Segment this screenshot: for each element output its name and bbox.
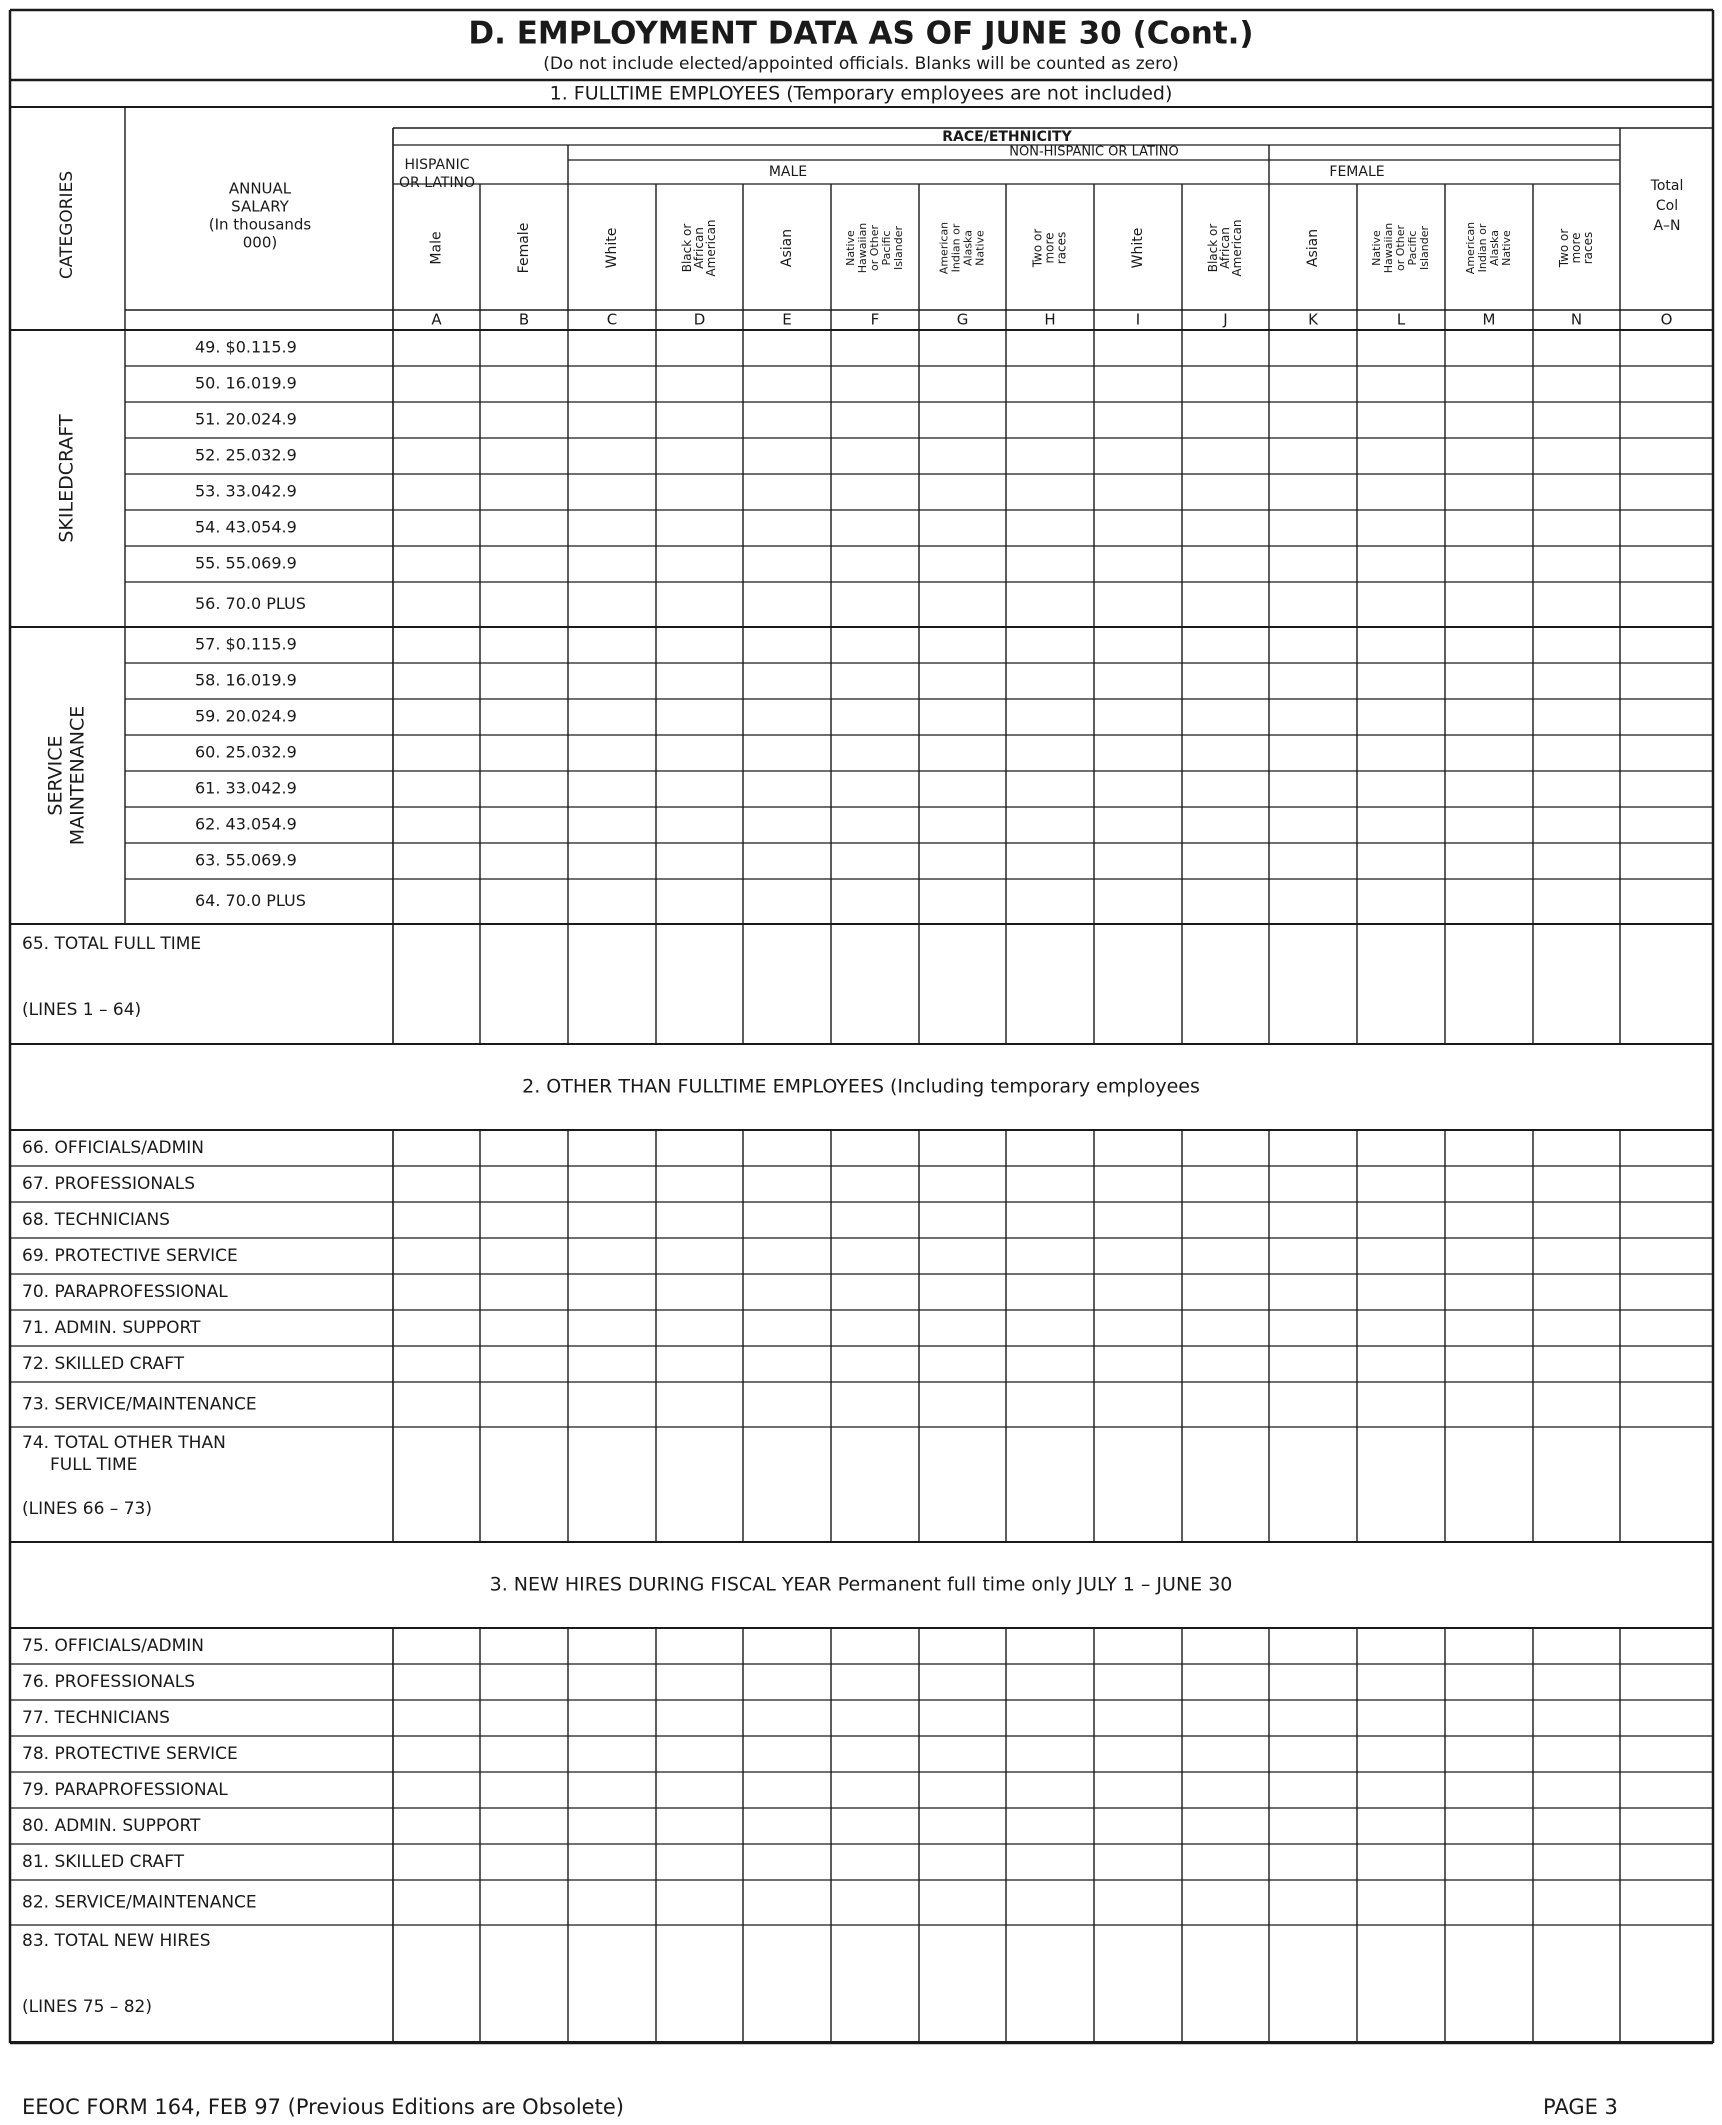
column-letter-g: G <box>956 310 969 329</box>
column-label-c: White <box>604 227 620 269</box>
section-total-label: FULL TIME <box>50 1455 138 1475</box>
total-column-header: A–N <box>1653 218 1681 234</box>
column-label-g: Alaska <box>961 230 975 266</box>
section-row-label: 67. PROFESSIONALS <box>22 1174 195 1194</box>
column-label-f: Hawaiian <box>856 222 869 274</box>
section-row-label: 79. PARAPROFESSIONAL <box>22 1780 228 1800</box>
section-row-label: 68. TECHNICIANS <box>22 1210 170 1230</box>
section-total-label: 83. TOTAL NEW HIRES <box>22 1931 211 1951</box>
column-label-j: Black or <box>1206 223 1220 273</box>
section1-title: 1. FULLTIME EMPLOYEES (Temporary employees are not included) <box>549 82 1173 105</box>
salary-row-label: 53. 33.042.9 <box>195 481 297 501</box>
column-label-b: Female <box>516 222 532 274</box>
column-letter-d: D <box>693 310 706 329</box>
salary-row-label: 54. 43.054.9 <box>195 517 297 537</box>
column-label-f: Native <box>844 230 857 266</box>
column-label-d: African <box>692 227 706 269</box>
column-label-l: Native <box>1370 230 1383 266</box>
column-letter-a: A <box>431 310 442 329</box>
form-subtitle: (Do not include elected/appointed officials. Blanks will be counted as zero) <box>543 54 1179 74</box>
non-hispanic-header: NON-HISPANIC OR LATINO <box>1009 144 1179 160</box>
section-row-label: 80. ADMIN. SUPPORT <box>22 1816 201 1836</box>
section-row-label: 73. SERVICE/MAINTENANCE <box>22 1394 257 1415</box>
categories-header: CATEGORIES <box>57 170 77 280</box>
section-total-label: (LINES 66 – 73) <box>22 1499 152 1519</box>
section-total-label: 74. TOTAL OTHER THAN <box>22 1433 226 1453</box>
column-letter-b: B <box>518 310 530 329</box>
column-label-f: Pacific <box>880 230 893 266</box>
column-label-m: Indian or <box>1476 223 1489 273</box>
column-label-g: American <box>937 221 951 275</box>
column-letter-l: L <box>1396 310 1406 329</box>
salary-row-label: 58. 16.019.9 <box>195 670 297 690</box>
column-label-m: American <box>1464 221 1477 275</box>
section-total-label: (LINES 75 – 82) <box>22 1997 152 2017</box>
section-row-label: 77. TECHNICIANS <box>22 1708 170 1728</box>
hispanic-header: HISPANIC <box>404 157 470 173</box>
column-label-l: Pacific <box>1406 230 1419 266</box>
column-label-i: White <box>1130 227 1146 269</box>
section-row-label: 81. SKILLED CRAFT <box>22 1852 185 1872</box>
form-title: D. EMPLOYMENT DATA AS OF JUNE 30 (Cont.) <box>468 15 1254 52</box>
section-row-label: 76. PROFESSIONALS <box>22 1672 195 1692</box>
column-label-j: African <box>1218 227 1232 269</box>
column-label-k: Asian <box>1305 228 1321 268</box>
form-id-footer: EEOC FORM 164, FEB 97 (Previous Editions are Obsolete) <box>22 2095 624 2119</box>
section-title: 3. NEW HIRES DURING FISCAL YEAR Permanent full time only JULY 1 – JUNE 30 <box>489 1573 1233 1596</box>
salary-row-label: 50. 16.019.9 <box>195 373 297 393</box>
column-letter-n: N <box>1570 310 1583 329</box>
column-label-l: Islander <box>1418 225 1431 271</box>
hispanic-header: OR LATINO <box>399 175 475 191</box>
section-row-label: 69. PROTECTIVE SERVICE <box>22 1246 238 1266</box>
race-ethnicity-header: RACE/ETHNICITY <box>942 129 1072 145</box>
column-label-g: Native <box>973 230 987 266</box>
column-letter-i: I <box>1135 310 1141 329</box>
column-label-h: Two or <box>1030 228 1045 268</box>
column-label-l: or Other <box>1394 225 1407 271</box>
column-label-f: or Other <box>868 225 881 271</box>
column-letter-o: O <box>1660 310 1673 329</box>
column-letter-c: C <box>606 310 618 329</box>
column-label-l: Hawaiian <box>1382 222 1395 274</box>
column-label-e: Asian <box>779 228 795 268</box>
salary-row-label: 57. $0.115.9 <box>195 634 297 654</box>
section-row-label: 78. PROTECTIVE SERVICE <box>22 1744 238 1764</box>
salary-row-label: 60. 25.032.9 <box>195 742 297 762</box>
salary-row-label: 49. $0.115.9 <box>195 337 297 357</box>
salary-row-label: 59. 20.024.9 <box>195 706 297 726</box>
section-row-label: 70. PARAPROFESSIONAL <box>22 1282 228 1302</box>
salary-row-label: 52. 25.032.9 <box>195 445 297 465</box>
total-column-header: Col <box>1655 198 1679 214</box>
column-label-j: American <box>1230 219 1244 277</box>
annual-salary-header: (In thousands <box>208 215 312 234</box>
category-label: MAINTENANCE <box>66 705 89 846</box>
column-label-d: Black or <box>680 223 694 273</box>
column-label-h: races <box>1054 231 1069 265</box>
column-label-a: Male <box>428 231 445 265</box>
male-group-header: MALE <box>768 164 808 180</box>
column-label-n: Two or <box>1557 228 1571 268</box>
column-letter-h: H <box>1044 310 1056 329</box>
section-row-label: 72. SKILLED CRAFT <box>22 1354 185 1374</box>
column-letter-f: F <box>870 310 880 329</box>
total-column-header: Total <box>1650 178 1684 194</box>
salary-row-label: 56. 70.0 PLUS <box>195 594 306 613</box>
column-letter-e: E <box>782 310 792 329</box>
annual-salary-header: ANNUAL <box>228 179 292 198</box>
salary-row-label: 63. 55.069.9 <box>195 850 297 870</box>
salary-row-label: 55. 55.069.9 <box>195 553 297 573</box>
column-label-n: more <box>1569 232 1583 264</box>
section-row-label: 82. SERVICE/MAINTENANCE <box>22 1892 257 1913</box>
section-row-label: 71. ADMIN. SUPPORT <box>22 1318 201 1338</box>
annual-salary-header: 000) <box>242 233 278 252</box>
salary-row-label: 62. 43.054.9 <box>195 814 297 834</box>
column-letter-k: K <box>1308 310 1318 329</box>
section-title: 2. OTHER THAN FULLTIME EMPLOYEES (Including temporary employees <box>522 1075 1200 1098</box>
column-letter-m: M <box>1482 310 1496 329</box>
section-row-label: 66. OFFICIALS/ADMIN <box>22 1138 205 1158</box>
salary-row-label: 61. 33.042.9 <box>195 778 297 798</box>
total-fulltime-label: 65. TOTAL FULL TIME <box>22 934 202 954</box>
column-label-d: American <box>704 219 718 277</box>
column-label-m: Alaska <box>1488 230 1501 266</box>
category-label: SKILEDCRAFT <box>55 414 78 543</box>
category-label: SERVICE <box>44 735 67 816</box>
page-number: PAGE 3 <box>1543 2095 1618 2119</box>
column-label-h: more <box>1042 232 1057 264</box>
female-group-header: FEMALE <box>1329 164 1385 180</box>
column-label-f: Islander <box>892 225 905 271</box>
section-row-label: 75. OFFICIALS/ADMIN <box>22 1636 205 1656</box>
salary-row-label: 64. 70.0 PLUS <box>195 891 306 910</box>
column-label-m: Native <box>1500 230 1513 266</box>
annual-salary-header: SALARY <box>231 197 289 216</box>
column-label-g: Indian or <box>949 223 963 273</box>
salary-row-label: 51. 20.024.9 <box>195 409 297 429</box>
column-letter-j: J <box>1223 310 1228 329</box>
total-fulltime-range: (LINES 1 – 64) <box>22 1000 142 1020</box>
column-label-n: races <box>1581 231 1595 265</box>
